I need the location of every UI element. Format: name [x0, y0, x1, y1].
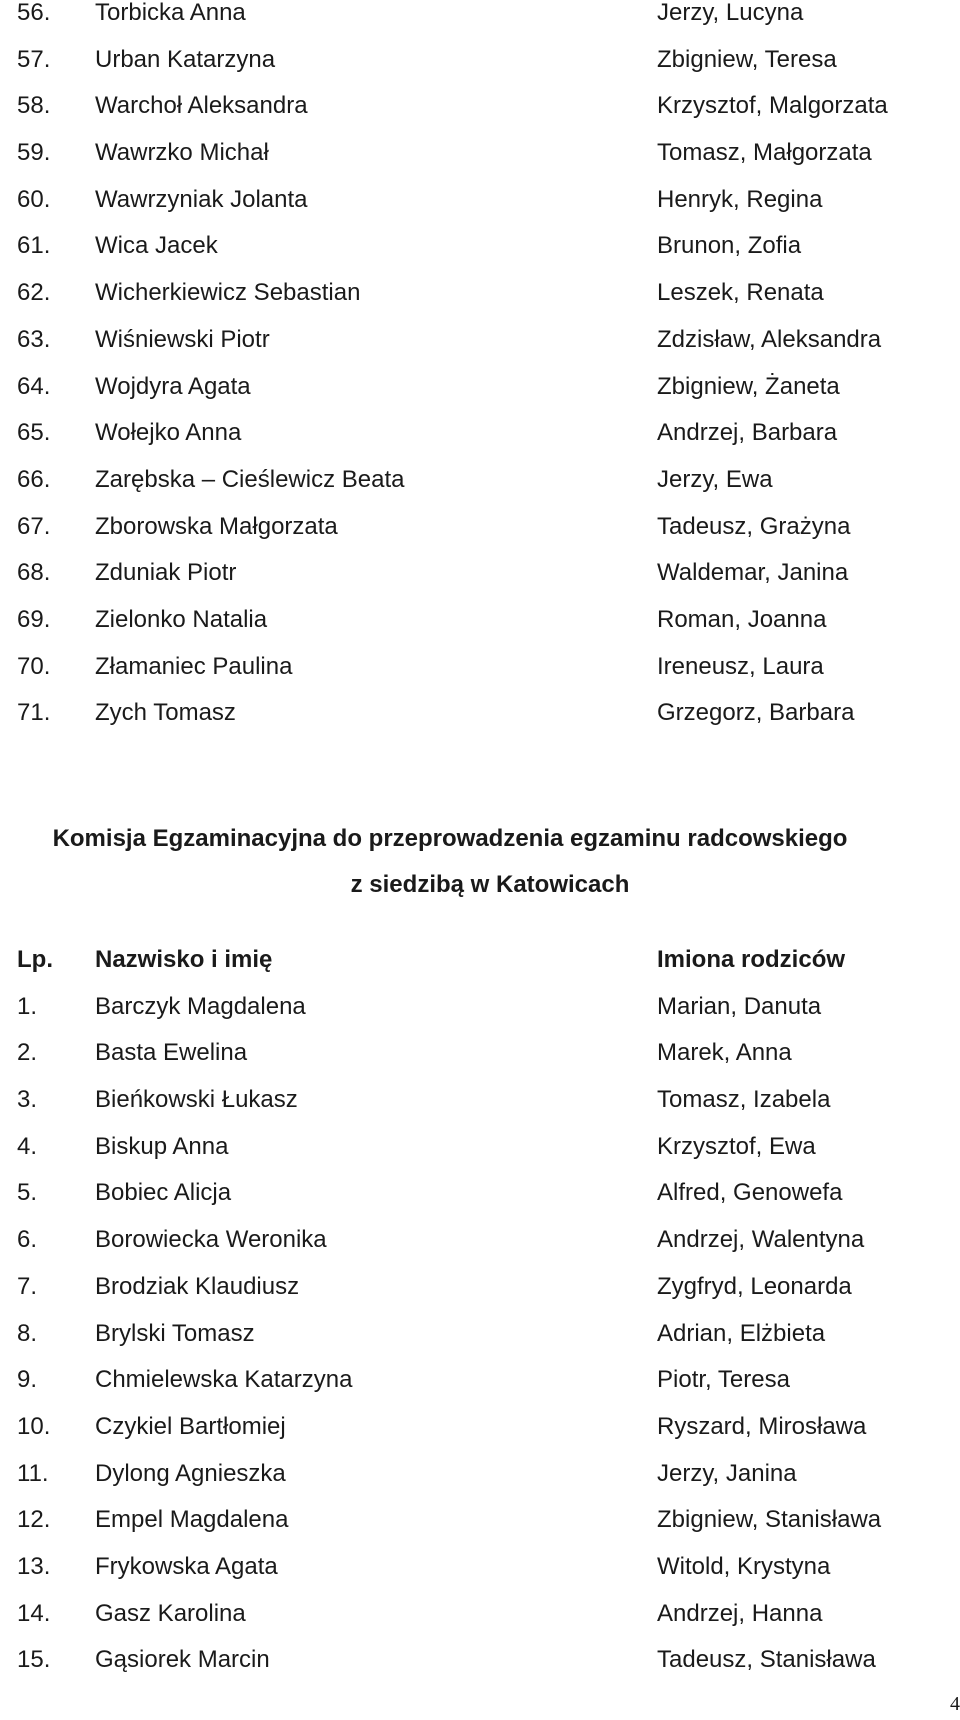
table-row: [0, 364, 960, 411]
person-name: Wawrzyniak Jolanta: [95, 185, 308, 213]
parents-names: Andrzej, Walentyna: [657, 1226, 865, 1254]
parents-names: Zdzisław, Aleksandra: [657, 325, 882, 353]
row-number: 11.: [17, 1459, 49, 1487]
row-number: 59.: [17, 139, 51, 167]
parents-names: Jerzy, Ewa: [657, 465, 773, 493]
person-name: Empel Magdalena: [95, 1506, 289, 1534]
parents-names: Zygfryd, Leonarda: [657, 1272, 852, 1300]
row-number: 8.: [17, 1319, 38, 1347]
row-number: 65.: [17, 419, 51, 447]
person-name: Wica Jacek: [95, 232, 218, 260]
parents-names: Tadeusz, Grażyna: [657, 512, 851, 540]
row-number: 9.: [17, 1366, 38, 1394]
table-row: [0, 1264, 960, 1311]
table-row: [0, 37, 960, 84]
person-name: Dylong Agnieszka: [95, 1459, 286, 1487]
commission-location: z siedzibą w Katowicach: [350, 871, 630, 898]
row-number: 2.: [17, 1039, 38, 1067]
person-name: Bobiec Alicja: [95, 1179, 232, 1207]
table-row: [0, 1637, 960, 1684]
table-row: [0, 1124, 960, 1171]
table-row: [0, 177, 960, 224]
table-row: [0, 1591, 960, 1638]
person-name: Bieńkowski Łukasz: [95, 1086, 298, 1114]
table-row: [0, 223, 960, 270]
person-name: Gąsiorek Marcin: [95, 1646, 270, 1674]
row-number: 69.: [17, 605, 51, 633]
row-number: 3.: [17, 1086, 38, 1114]
person-name: Wojdyra Agata: [95, 372, 251, 400]
row-number: 56.: [17, 0, 51, 26]
table-row: [0, 1030, 960, 1077]
person-name: Zych Tomasz: [95, 699, 236, 727]
table-row: [0, 1357, 960, 1404]
table-row: [0, 550, 960, 597]
person-name: Brodziak Klaudiusz: [95, 1272, 300, 1300]
person-name: Wiśniewski Piotr: [95, 325, 270, 353]
header-name: Nazwisko i imię: [95, 946, 273, 973]
person-name: Zduniak Piotr: [95, 559, 237, 587]
parents-names: Jerzy, Lucyna: [657, 0, 804, 26]
parents-names: Adrian, Elżbieta: [657, 1319, 826, 1347]
parents-names: Roman, Joanna: [657, 605, 827, 633]
table-row: [0, 83, 960, 130]
person-name: Biskup Anna: [95, 1132, 229, 1160]
parents-names: Tadeusz, Stanisława: [657, 1646, 876, 1674]
table-row: [0, 1451, 960, 1498]
person-name: Frykowska Agata: [95, 1552, 278, 1580]
row-number: 4.: [17, 1132, 38, 1160]
table-row: [0, 597, 960, 644]
parents-names: Andrzej, Hanna: [657, 1599, 823, 1627]
row-number: 62.: [17, 279, 51, 307]
parents-names: Henryk, Regina: [657, 185, 823, 213]
table-row: [0, 130, 960, 177]
parents-names: Zbigniew, Żaneta: [657, 372, 840, 400]
table-row: [0, 1217, 960, 1264]
person-name: Borowiecka Weronika: [95, 1226, 327, 1254]
row-number: 63.: [17, 325, 51, 353]
table-row: [0, 984, 960, 1031]
table-row: [0, 504, 960, 551]
table-row: [0, 317, 960, 364]
header-parents: Imiona rodziców: [657, 946, 846, 973]
table-row: [0, 1404, 960, 1451]
row-number: 5.: [17, 1179, 38, 1207]
person-name: Warchoł Aleksandra: [95, 92, 308, 120]
header-lp: Lp.: [17, 946, 53, 973]
row-number: 70.: [17, 652, 51, 680]
person-name: Urban Katarzyna: [95, 45, 276, 73]
table-row: [0, 0, 960, 37]
parents-names: Tomasz, Izabela: [657, 1086, 831, 1114]
parents-names: Grzegorz, Barbara: [657, 699, 855, 727]
commission-title: Komisja Egzaminacyjna do przeprowadzenia egzaminu radcowskiego: [52, 825, 848, 852]
parents-names: Leszek, Renata: [657, 279, 824, 307]
parents-names: Ireneusz, Laura: [657, 652, 824, 680]
person-name: Basta Ewelina: [95, 1039, 248, 1067]
row-number: 57.: [17, 45, 51, 73]
row-number: 14.: [17, 1599, 51, 1627]
row-number: 6.: [17, 1226, 38, 1254]
person-name: Wołejko Anna: [95, 419, 242, 447]
person-name: Zarębska – Cieślewicz Beata: [95, 465, 405, 493]
parents-names: Marian, Danuta: [657, 992, 822, 1020]
person-name: Czykiel Bartłomiej: [95, 1412, 286, 1440]
person-name: Gasz Karolina: [95, 1599, 246, 1627]
parents-names: Andrzej, Barbara: [657, 419, 838, 447]
page-number: 4: [950, 1693, 960, 1715]
person-name: Zborowska Małgorzata: [95, 512, 338, 540]
table-row: [0, 690, 960, 737]
table-row: [0, 1311, 960, 1358]
person-name: Barczyk Magdalena: [95, 992, 306, 1020]
parents-names: Waldemar, Janina: [657, 559, 849, 587]
person-name: Brylski Tomasz: [95, 1319, 255, 1347]
row-number: 10.: [17, 1412, 51, 1440]
row-number: 61.: [17, 232, 51, 260]
row-number: 58.: [17, 92, 51, 120]
row-number: 1.: [17, 992, 38, 1020]
person-name: Chmielewska Katarzyna: [95, 1366, 353, 1394]
table-row: [0, 410, 960, 457]
row-number: 13.: [17, 1552, 51, 1580]
parents-names: Krzysztof, Malgorzata: [657, 92, 888, 120]
row-number: 68.: [17, 559, 51, 587]
parents-names: Tomasz, Małgorzata: [657, 139, 872, 167]
candidate-list-continued: [0, 0, 960, 737]
row-number: 71.: [17, 699, 51, 727]
table-row: [0, 457, 960, 504]
table-row: [0, 1077, 960, 1124]
person-name: Wicherkiewicz Sebastian: [95, 279, 361, 307]
parents-names: Witold, Krystyna: [657, 1552, 831, 1580]
row-number: 12.: [17, 1506, 51, 1534]
row-number: 66.: [17, 465, 51, 493]
person-name: Wawrzko Michał: [95, 139, 269, 167]
table-row: [0, 270, 960, 317]
parents-names: Brunon, Zofia: [657, 232, 802, 260]
parents-names: Zbigniew, Stanisława: [657, 1506, 882, 1534]
table-row: [0, 644, 960, 691]
person-name: Torbicka Anna: [95, 0, 246, 26]
table-row: [0, 1544, 960, 1591]
parents-names: Marek, Anna: [657, 1039, 792, 1067]
candidate-list-katowice: [0, 937, 960, 1684]
parents-names: Piotr, Teresa: [657, 1366, 790, 1394]
table-row: [0, 1170, 960, 1217]
row-number: 64.: [17, 372, 51, 400]
person-name: Złamaniec Paulina: [95, 652, 293, 680]
parents-names: Alfred, Genowefa: [657, 1179, 843, 1207]
table-row: [0, 1497, 960, 1544]
row-number: 60.: [17, 185, 51, 213]
table-header: [0, 937, 960, 984]
parents-names: Krzysztof, Ewa: [657, 1132, 816, 1160]
person-name: Zielonko Natalia: [95, 605, 268, 633]
parents-names: Jerzy, Janina: [657, 1459, 797, 1487]
parents-names: Ryszard, Mirosława: [657, 1412, 867, 1440]
row-number: 7.: [17, 1272, 38, 1300]
parents-names: Zbigniew, Teresa: [657, 45, 837, 73]
row-number: 67.: [17, 512, 51, 540]
row-number: 15.: [17, 1646, 51, 1674]
